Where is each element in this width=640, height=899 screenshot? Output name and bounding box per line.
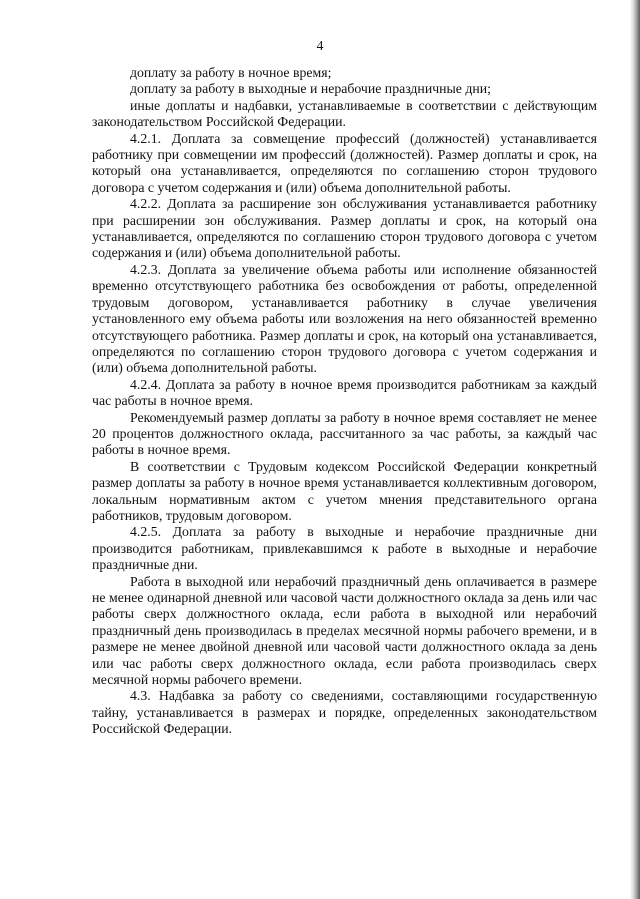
list-item-night-work: доплату за работу в ночное время; [130, 65, 332, 80]
paragraph-4-2-1: 4.2.1. Доплата за совмещение профессий (должностей) устанавливается работнику при совмещении им профессий (должностей). Размер доплаты и срок, на который она устанавливается, определяются по соглашению сторон трудового договора с учетом содержания и (или) объема дополнительной работы. [92, 130, 597, 195]
paragraph-4-2-4: 4.2.4. Доплата за работу в ночное время производится работникам за каждый час работы в ночное время. [92, 376, 597, 409]
paragraph-4-2-2: 4.2.2. Доплата за расширение зон обслуживания устанавливается работнику при расширении зон обслуживания. Размер доплаты и срок, на который она устанавливается, определяются по соглашению сторон трудового договора с учетом содержания и (или) объема дополнительной работы. [92, 196, 597, 261]
page-number: 4 [316, 38, 324, 53]
document-body [92, 65, 597, 738]
paragraph-4-2-3: 4.2.3. Доплата за увеличение объема работы или исполнение обязанностей временно отсутствующего работника без освобождения от работы, определенной трудовым договором, устанавливается работнику в случае увеличения установленного ему объема работы или возложения на него обязанностей временно отсутствующего работника. Размер доплаты и срок, на который она устанавливается, определяются по соглашению сторон трудового договора с учетом содержания и (или) объема дополнительной работы. [92, 261, 597, 376]
paragraph-4-2-5: 4.2.5. Доплата за работу в выходные и нерабочие праздничные дни производится работникам, привлекавшимся к работе в выходные и нерабочие праздничные дни. [92, 524, 597, 573]
scan-edge-shadow [630, 0, 640, 899]
list-item-holiday-work: доплату за работу в выходные и нерабочие праздничные дни; [130, 81, 491, 97]
paragraph-4-3: 4.3. Надбавка за работу со сведениями, составляющими государственную тайну, устанавливается в размерах и порядке, определенных законодательством Российской Федерации. [92, 688, 597, 737]
paragraph-labor-code: В соответствии с Трудовым кодексом Российской Федерации конкретный размер доплаты за работу в ночное время устанавливается коллективным договором, локальным нормативным актом с учетом мнения представительного органа работников, трудовым договором. [92, 458, 597, 523]
paragraph-holiday-pay: Работа в выходной или нерабочий праздничный день оплачивается в размере не менее одинарной дневной или часовой части должностного оклада за день или час работы сверх должностного оклада, если работа в выходной или нерабочий праздничный день производилась в пределах месячной нормы рабочего времени, и в размере не менее двойной дневной или часовой части должностного оклада за день или час работы сверх должностного оклада, если работа производилась сверх месячной нормы рабочего времени. [92, 573, 597, 688]
paragraph-night-rate: Рекомендуемый размер доплаты за работу в ночное время составляет не менее 20 процентов должностного оклада, рассчитанного за час работы, за каждый час работы в ночное время. [92, 409, 597, 458]
list-item-other-payments: иные доплаты и надбавки, устанавливаемые в соответствии с действующим законодательством Российской Федерации. [92, 97, 597, 130]
